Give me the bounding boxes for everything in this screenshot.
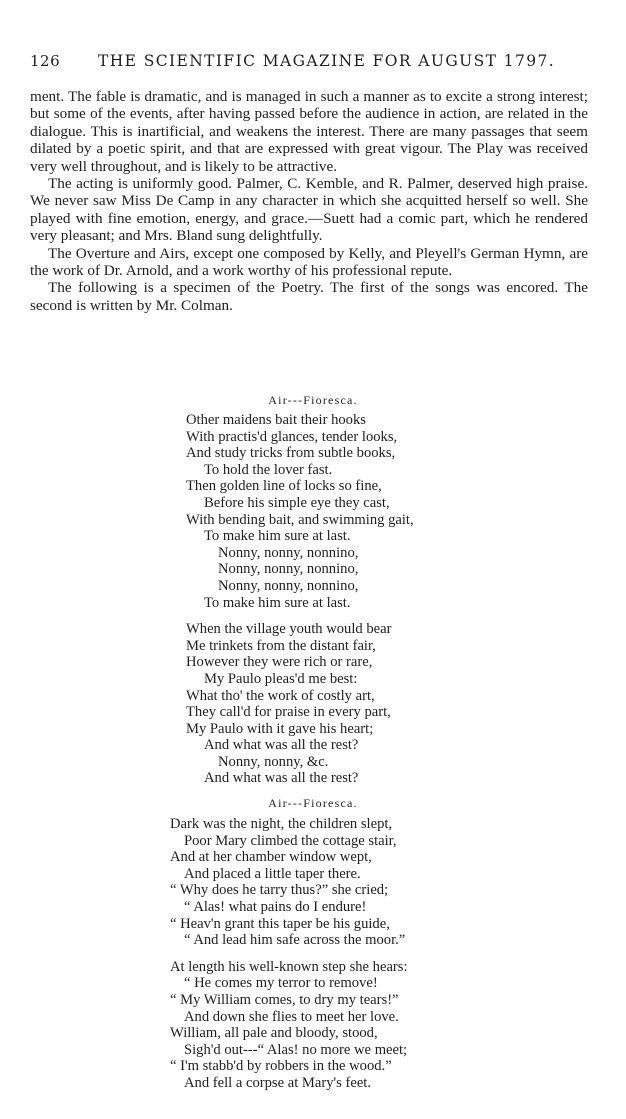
verse-line: “ My William comes, to dry my tears!” bbox=[170, 991, 399, 1008]
article-body bbox=[30, 88, 588, 314]
verse-line: And what was all the rest? bbox=[204, 737, 359, 754]
verse-line: My Paulo pleas'd me best: bbox=[204, 670, 358, 687]
verse-line: At length his well-known step she hears: bbox=[170, 958, 408, 975]
verse-line: Dark was the night, the children slept, bbox=[170, 816, 393, 832]
paragraph-2: The acting is uniformly good. Palmer, C. Kemble, and R. Palmer, deserved high praise. We never saw Miss De Camp in any character in which she acquitted herself so well. She played with fine emotion, energy, and grace.—Suett had a comic part, which he rendered very pleasant; and Mrs. Bland sung delightfully. bbox=[30, 175, 588, 245]
verse-line: And fell a corpse at Mary's feet. bbox=[184, 1074, 372, 1091]
verse-line: Then golden line of locks so fine, bbox=[186, 478, 382, 495]
verse-line: Nonny, nonny, nonnino, bbox=[218, 577, 359, 594]
song-1-heading: Air---Fioresca. bbox=[268, 393, 358, 407]
running-head: THE SCIENTIFIC MAGAZINE FOR AUGUST 1797. bbox=[98, 52, 556, 70]
page-header bbox=[30, 52, 590, 76]
verse-line: Other maidens bait their hooks bbox=[186, 412, 366, 428]
verse-line: Me trinkets from the distant fair, bbox=[186, 637, 376, 654]
stanza-gap bbox=[170, 949, 408, 959]
verse-line: Sigh'd out---“ Alas! no more we meet; bbox=[184, 1041, 408, 1058]
verse-line: “ He comes my terror to remove! bbox=[184, 975, 378, 992]
verse-line: What tho' the work of costly art, bbox=[186, 687, 375, 704]
verse-line: Nonny, nonny, nonnino, bbox=[218, 561, 359, 578]
verse-line: “ I'm stabb'd by robbers in the wood.” bbox=[170, 1058, 392, 1075]
verse-line: And down she flies to meet her love. bbox=[184, 1008, 399, 1025]
verse-line: William, all pale and bloody, stood, bbox=[170, 1025, 378, 1042]
verse-line: When the village youth would bear bbox=[186, 621, 392, 638]
verse-line: And study tricks from subtle books, bbox=[186, 445, 396, 462]
verse-line: Nonny, nonny, nonnino, bbox=[218, 544, 359, 561]
verse-line: My Paulo with it gave his heart; bbox=[186, 720, 374, 737]
song-2-verse bbox=[170, 816, 408, 1092]
verse-line: Poor Mary climbed the cottage stair, bbox=[184, 832, 397, 849]
verse-line: To hold the lover fast. bbox=[204, 461, 333, 478]
verse-line: “ And lead him safe across the moor.” bbox=[184, 932, 406, 949]
verse-line: And at her chamber window wept, bbox=[170, 849, 372, 866]
paragraph-1: ment. The fable is dramatic, and is managed in such a manner as to excite a strong interest; but some of the events, after having passed before the audience in action, are related in the dialogue. This is inartificial, and weakens the interest. There are many passages that seem dilated by a poetic spirit, and that are expressed with great vigour. The Play was received very well throughout, and is likely to be attractive. bbox=[30, 88, 588, 175]
verse-line: “ Why does he tarry thus?” she cried; bbox=[170, 882, 389, 899]
verse-line: With practis'd glances, tender looks, bbox=[186, 428, 398, 445]
verse-line: With bending bait, and swimming gait, bbox=[186, 511, 414, 528]
verse-line: Nonny, nonny, &c. bbox=[218, 753, 329, 770]
verse-line: To make him sure at last. bbox=[204, 594, 351, 611]
verse-line: They call'd for praise in every part, bbox=[186, 704, 391, 721]
verse-line: To make him sure at last. bbox=[204, 528, 351, 545]
song-2-heading: Air---Fioresca. bbox=[268, 796, 358, 810]
verse-line: However they were rich or rare, bbox=[186, 654, 373, 671]
page-number: 126 bbox=[30, 52, 61, 70]
verse-line: And placed a little taper there. bbox=[184, 865, 361, 882]
stanza-gap bbox=[186, 611, 414, 621]
paragraph-3: The Overture and Airs, except one composed by Kelly, and Pleyell's German Hymn, are the work of Dr. Arnold, and a work worthy of his professional repute. bbox=[30, 244, 588, 280]
verse-line: And what was all the rest? bbox=[204, 770, 359, 787]
verse-line: Before his simple eye they cast, bbox=[204, 494, 390, 511]
verse-line: “ Alas! what pains do I endure! bbox=[184, 898, 367, 915]
paragraph-4: The following is a specimen of the Poetry. The first of the songs was encored. The second is written by Mr. Colman. bbox=[30, 279, 588, 314]
song-1-verse bbox=[186, 412, 414, 787]
verse-line: “ Heav'n grant this taper be his guide, bbox=[170, 915, 390, 932]
